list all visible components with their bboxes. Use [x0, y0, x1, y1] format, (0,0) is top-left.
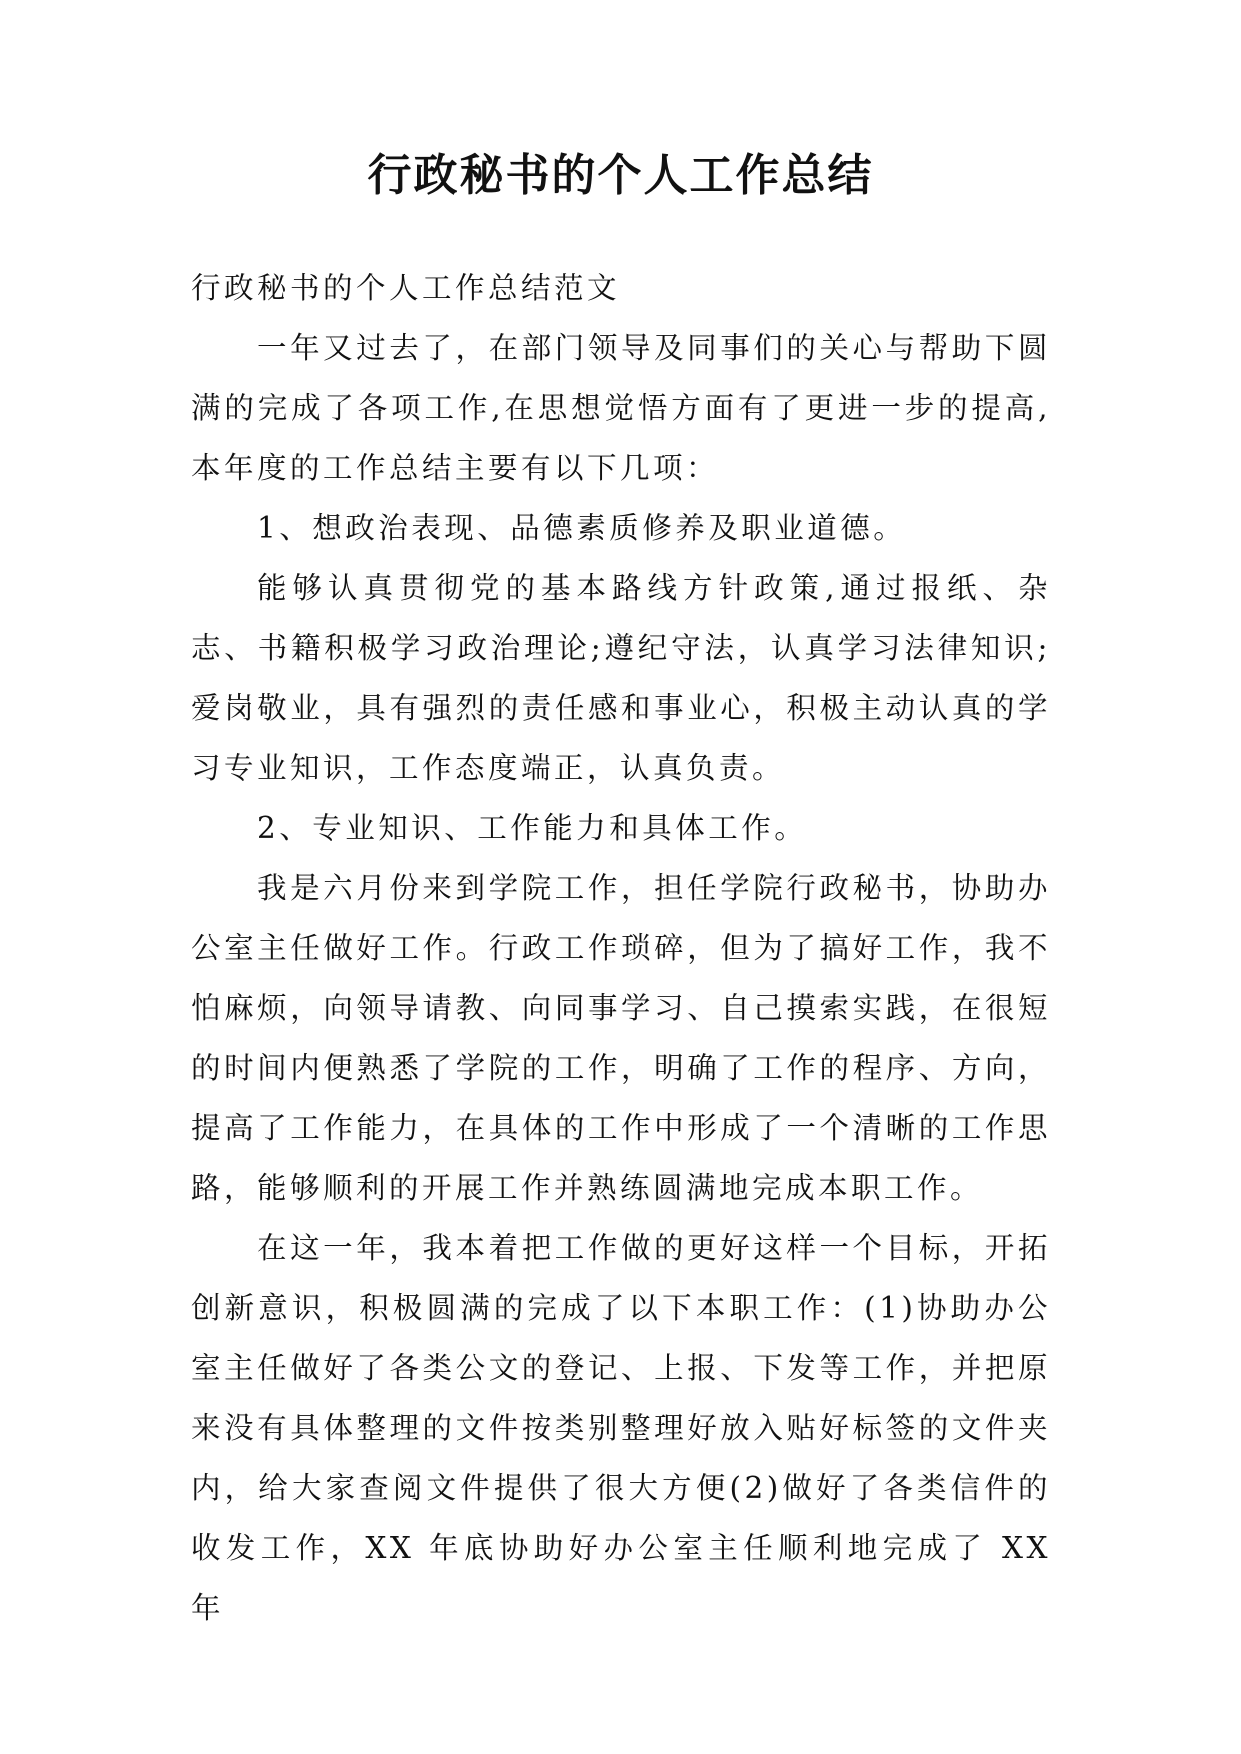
- paragraph-duties: 在这一年，我本着把工作做的更好这样一个目标，开拓创新意识，积极圆满的完成了以下本职工作：(1)协助办公室主任做好了各类公文的登记、上报、下发等工作，并把原来没有具体整理的文件按类别整理好放入贴好标签的文件夹内，给大家查阅文件提供了很大方便(2)做好了各类信件的收发工作，XX 年底协助好办公室主任顺利地完成了 XX 年: [191, 1231, 1051, 1625]
- document-body: [191, 258, 1051, 1638]
- document-subtitle: 行政秘书的个人工作总结范文: [191, 271, 621, 305]
- paragraph-work-start: 我是六月份来到学院工作，担任学院行政秘书，协助办公室主任做好工作。行政工作琐碎，但为了搞好工作，我不怕麻烦，向领导请教、向同事学习、自己摸索实践，在很短的时间内便熟悉了学院的工作，明确了工作的程序、方向，提高了工作能力，在具体的工作中形成了一个清晰的工作思路，能够顺利的开展工作并熟练圆满地完成本职工作。: [191, 871, 1051, 1205]
- document-title: 行政秘书的个人工作总结: [367, 150, 874, 201]
- paragraph-intro: 一年又过去了，在部门领导及同事们的关心与帮助下圆满的完成了各项工作,在思想觉悟方面有了更进一步的提高,本年度的工作总结主要有以下几项：: [191, 331, 1051, 485]
- section-heading-1: 1、想政治表现、品德素质修养及职业道德。: [257, 511, 907, 545]
- section-heading-2: 2、专业知识、工作能力和具体工作。: [257, 811, 808, 845]
- paragraph-political: 能够认真贯彻党的基本路线方针政策,通过报纸、杂志、书籍积极学习政治理论;遵纪守法，认真学习法律知识;爱岗敬业，具有强烈的责任感和事业心，积极主动认真的学习专业知识，工作态度端正，认真负责。: [191, 571, 1051, 785]
